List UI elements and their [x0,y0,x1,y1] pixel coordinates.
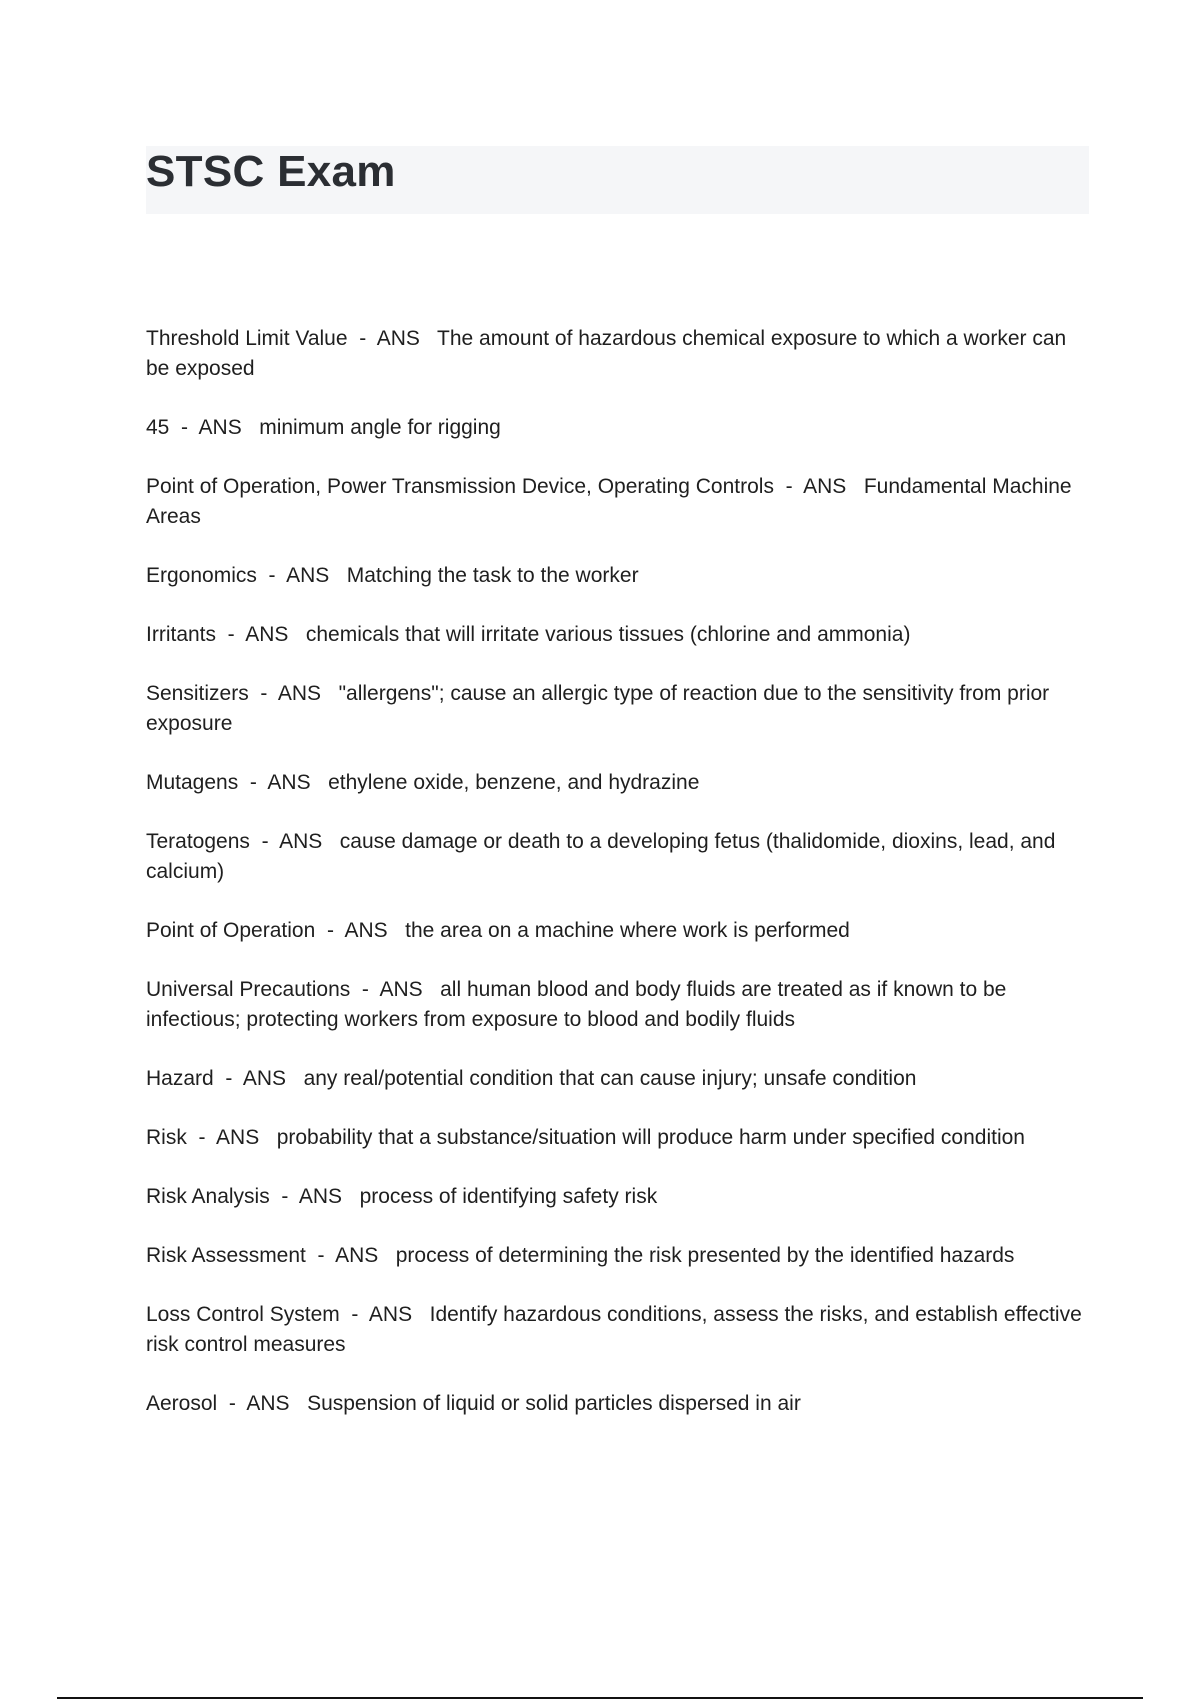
term: Risk Assessment [146,1244,306,1267]
answer: "allergens"; cause an allergic type of reaction due to the sensitivity from prior exposure [146,682,1056,735]
qa-item [146,1064,1086,1094]
answer: cause damage or death to a developing fetus (thalidomide, dioxins, lead, and calcium) [146,830,1062,883]
term: Hazard [146,1067,214,1090]
ans-separator: - ANS [269,1185,360,1208]
term: Mutagens [146,771,239,794]
qa-item [146,1300,1086,1360]
term: 45 [146,416,170,439]
answer: Identify hazardous conditions, assess the risks, and establish effective risk control measures [146,1303,1088,1356]
term: Risk Analysis [146,1185,270,1208]
answer: the area on a machine where work is performed [405,919,850,942]
answer: Matching the task to the worker [346,564,639,587]
qa-item [146,472,1086,532]
term: Aerosol [146,1392,218,1415]
ans-separator: - ANS [248,682,339,705]
answer: Suspension of liquid or solid particles dispersed in air [307,1392,801,1415]
ans-separator: - ANS [213,1067,304,1090]
qa-item [146,1182,1086,1212]
ans-separator: - ANS [256,564,347,587]
qa-list [146,324,1086,1448]
page-title: STSC Exam [146,147,396,196]
qa-item [146,1123,1086,1153]
qa-item [146,1389,1086,1419]
ans-separator: - ANS [216,623,306,646]
term: Ergonomics [146,564,257,587]
ans-separator: - ANS [217,1392,308,1415]
qa-item [146,561,1086,591]
term: Teratogens [146,830,250,853]
answer: ethylene oxide, benzene, and hydrazine [328,771,700,794]
answer: process of identifying safety risk [359,1185,658,1208]
ans-separator: - ANS [315,919,406,942]
term: Universal Precautions [146,978,351,1001]
answer: chemicals that will irritate various tissues (chlorine and ammonia) [305,623,911,646]
ans-separator: - ANS [186,1126,277,1149]
answer: any real/potential condition that can cause injury; unsafe condition [303,1067,917,1090]
answer: probability that a substance/situation will produce harm under specified condition [276,1126,1025,1149]
footer-rule [57,1697,1143,1699]
qa-item [146,1241,1086,1271]
ans-separator: - ANS [249,830,340,853]
ans-separator: - ANS [238,771,329,794]
qa-item [146,413,1086,443]
qa-item [146,679,1086,739]
answer: Fundamental Machine Areas [146,475,1077,528]
term: Loss Control System [146,1303,340,1326]
ans-separator: - ANS [169,416,260,439]
qa-item [146,620,1086,650]
ans-separator: - ANS [350,978,441,1001]
qa-item [146,916,1086,946]
answer: minimum angle for rigging [259,416,501,439]
ans-separator: - ANS [773,475,864,498]
qa-item [146,324,1086,384]
answer: all human blood and body fluids are treated as if known to be infectious; protecting workers from exposure to blood and bodily fluids [146,978,1013,1031]
ans-separator: - ANS [305,1244,396,1267]
term: Risk [146,1126,187,1149]
qa-item [146,975,1086,1035]
term: Point of Operation, Power Transmission Device, Operating Controls [146,475,774,498]
term: Point of Operation [146,919,316,942]
qa-item [146,768,1086,798]
qa-item [146,827,1086,887]
answer: The amount of hazardous chemical exposure to which a worker can be exposed [146,327,1073,380]
answer: process of determining the risk presented by the identified hazards [395,1244,1015,1267]
ans-separator: - ANS [339,1303,430,1326]
term: Sensitizers [146,682,249,705]
term: Irritants [146,623,217,646]
term: Threshold Limit Value [146,327,348,350]
ans-separator: - ANS [347,327,438,350]
